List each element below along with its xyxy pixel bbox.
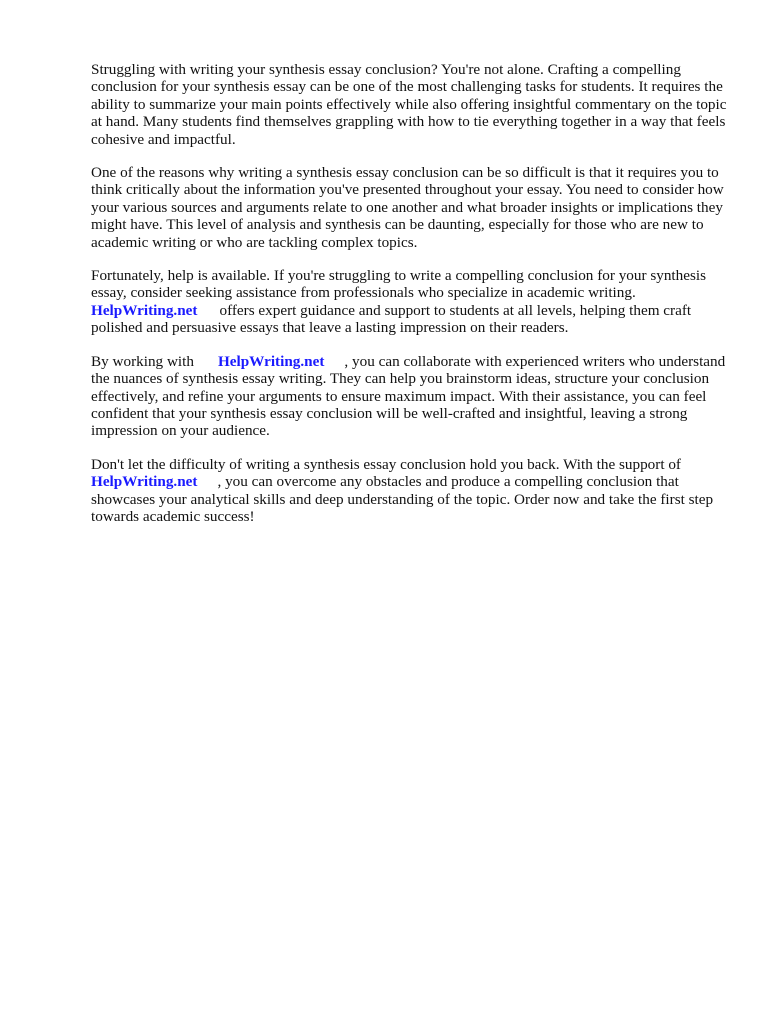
paragraph-call-to-action — [91, 456, 731, 526]
paragraph-working-with — [91, 353, 731, 440]
paragraph-help-available-text-after: offers expert guidance and support to students at all levels, helping them craft polished and persuasive essays that leave a lasting impression on their readers. — [91, 301, 692, 337]
paragraph-help-available — [91, 267, 731, 337]
helpwriting-link-1[interactable]: HelpWriting.net — [91, 301, 198, 319]
paragraph-call-to-action-text: Don't let the difficulty of writing a synthesis essay conclusion hold you back. With the support of — [91, 455, 681, 473]
paragraph-working-with-text-after: , you can collaborate with experienced writers who understand the nuances of synthesis essay writing. They can help you brainstorm ideas, structure your conclusion effectively, and refine your arguments to ensure maximum impact. With their assistance, you can feel confident that your synthesis essay conclusion will be well-crafted and insightful, leaving a strong impression on your audience. — [91, 352, 726, 440]
document-page — [91, 61, 731, 541]
paragraph-help-available-text: Fortunately, help is available. If you're struggling to write a compelling conclusion for your synthesis essay, consider seeking assistance from professionals who specialize in academic writing. — [91, 267, 707, 302]
helpwriting-link-2[interactable]: HelpWriting.net — [217, 352, 325, 370]
paragraph-difficulty-text: One of the reasons why writing a synthesis essay conclusion can be so difficult is that it requires you to think critically about the information you've presented throughout your essay. You need to consider how your various sources and arguments relate to one another and what broader insights or implications they might have. This level of analysis and synthesis can be daunting, especially for those who are new to academic writing or who are tackling complex topics. — [91, 164, 724, 251]
helpwriting-link-3[interactable]: HelpWriting.net — [91, 473, 198, 491]
paragraph-difficulty — [91, 164, 731, 251]
paragraph-intro-text: Struggling with writing your synthesis essay conclusion? You're not alone. Crafting a compelling conclusion for your synthesis essay can be one of the most challenging tasks for students. It requires the ability to summarize your main points effectively while also offering insightful commentary on the topic at hand. Many students find themselves grappling with how to tie everything together in a way that feels cohesive and impactful. — [91, 61, 727, 148]
paragraph-intro — [91, 61, 731, 148]
paragraph-working-with-text: By working with — [91, 352, 194, 370]
paragraph-call-to-action-text-after: , you can overcome any obstacles and produce a compelling conclusion that showcases your analytical skills and deep understanding of the topic. Order now and take the first step towards academic success! — [91, 473, 714, 525]
